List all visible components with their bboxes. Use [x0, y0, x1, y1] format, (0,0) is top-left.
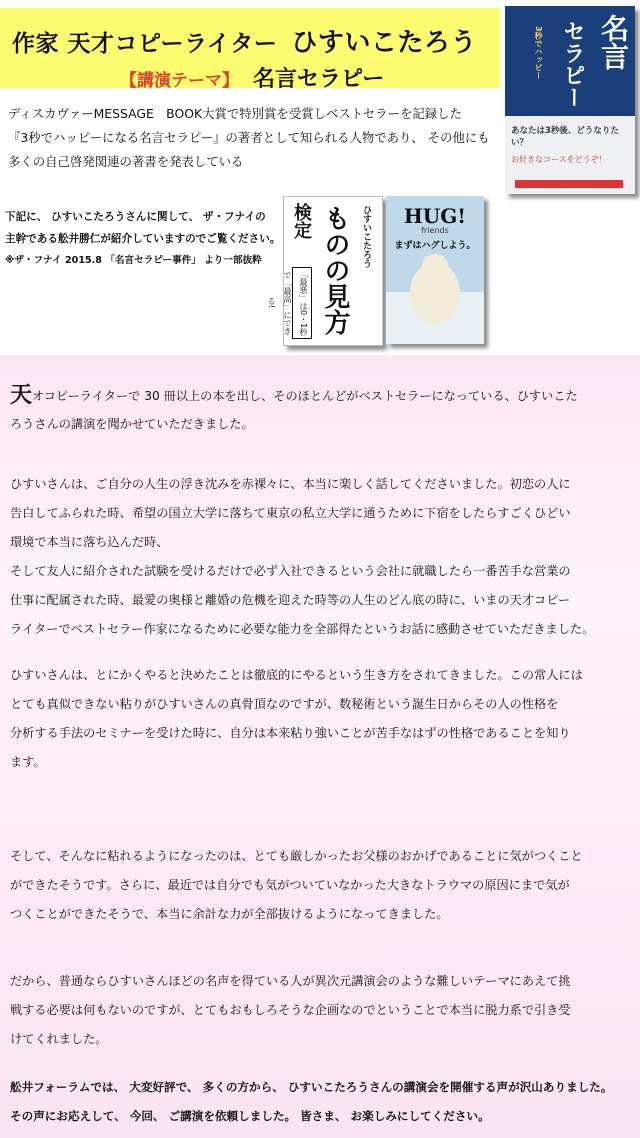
book-tagline: あなたは3秒後、どうなりたい？	[511, 126, 619, 148]
author-role: 作家 天才コピーライター	[12, 31, 278, 57]
paragraph-3	[10, 661, 632, 777]
lecture-report	[0, 355, 640, 1138]
book3-title: HUG!	[403, 204, 467, 228]
book-cover-meigen-therapy	[505, 6, 635, 194]
text-line: だから、普通ならひすいさんほどの名声を得ている人が異次元講演会のような難しいテーマにあえて挑	[10, 974, 571, 988]
book-title-b: セラピー	[560, 20, 585, 108]
note-line: 下記に、 ひすいこたろうさんに関して、 ザ・フナイの	[5, 211, 266, 223]
intro-line: 多くの自己啓発関連の著書を発表している	[8, 154, 244, 169]
text-line: つくことができたそうで、本当に余計な力が全部抜けるようになってきました。	[10, 907, 449, 921]
intro-line: 『3秒でハッピーになる名言セラピー』の著者として知られる人物であり、 その他にも	[8, 130, 490, 145]
book2-title-main: ものの見方	[320, 205, 350, 335]
text-line: そして友人に紹介された試験を受けるだけで必ず入社できるという会社に就職したら一番苦手な営業の	[10, 564, 571, 578]
drop-cap: 天	[10, 383, 33, 408]
book2-box: 「最悪」は0・1秒で「最高」にできる!	[292, 267, 312, 339]
text-line: とても真似できない粘りがひすいさんの真骨頂なのですが、数秘術という誕生日からその人の性格を	[10, 697, 559, 711]
text-line: その声にお応えして、 今回、 ご講演を依頼しました。 皆さま、 お楽しみにしてください。	[10, 1109, 490, 1123]
text-line: 天オコピーライターで 30 冊以上の本を出し、そのほとんどがベストセラーになっている、ひすいこた	[10, 383, 578, 408]
header-section	[0, 0, 640, 355]
text-line: ライターでベストセラー作家になるために必要な能力を全部得たというお話に感動させていただきました。	[10, 622, 595, 636]
text-line: けてくれました。	[10, 1032, 108, 1046]
paragraph-1	[10, 381, 632, 439]
text-line: 環境で本当に落ち込んだ時、	[10, 535, 169, 549]
author-name: ひすいこたろう	[291, 28, 477, 58]
text-line: 告白してふられた時、希望の国立大学に落ちて東京の私立大学に通うために下宿をしたらすごくひどい	[10, 506, 571, 520]
text-line: そして、そんなに粘れるようになったのは、とても厳しかったお父様のおかげであることに気がつくこと	[10, 849, 583, 863]
intro-line: ディスカヴァーMESSAGE BOOK大賞で特別賞を受賞しベストセラーを記録した	[8, 106, 462, 121]
text-line: 分析する手法のセミナーを受けた時に、自分は本来粘り強いことが苦手なはずの性格であることを知り	[10, 726, 571, 740]
text-line: 舩井フォーラムでは、 大変好評で、 多くの方から、 ひすいこたろうさんの講演会を開催する声が沢山ありました。	[10, 1080, 613, 1094]
text-line: ひすいさんは、とにかくやると決めたことは徹底的にやるという生き方をされてきました。この常人には	[10, 668, 583, 682]
book-band	[515, 180, 623, 188]
text-line: 仕事に配属された時、最愛の奥様と離婚の危機を迎えた時等の人生のどん底の時に、いまの天才コピー	[10, 593, 571, 607]
text-line: ひすいさんは、ご自分の人生の浮き沈みを赤裸々に、本当に楽しく話してくださいました。初恋の人に	[10, 477, 571, 491]
book2-title-side: 検定	[291, 203, 312, 239]
text-line: ます。	[10, 755, 46, 769]
book-subtitle: 3秒でハッピー	[534, 26, 543, 80]
intro-text	[8, 102, 502, 174]
paragraph-4	[10, 842, 632, 929]
book3-sub: friends	[421, 226, 449, 235]
book-title-a: 名言	[597, 14, 630, 70]
theme-topic: 名言セラピー	[253, 67, 385, 92]
text-line: ろうさんの講演を聞かせていただきました。	[10, 417, 254, 431]
book3-tagline: まずはハグしよう。	[394, 241, 476, 251]
book-cover-mononomikata	[267, 196, 383, 346]
theme-tag: 【講演テーマ】	[120, 71, 239, 91]
book-cover-bottom	[511, 124, 629, 165]
introduction-note	[5, 206, 283, 272]
title-banner	[0, 8, 500, 92]
note-source: ※ザ・フナイ 2015.8 「名言セラピー事件」 より一部抜粋	[5, 255, 262, 266]
book-cover-hug-friends	[386, 196, 484, 344]
book-course: お好きなコースをどうぞ！	[511, 155, 607, 164]
note-line: 主幹である舩井勝仁が紹介していますのでご覧ください。	[5, 233, 281, 245]
paragraph-5	[10, 967, 632, 1054]
paragraph-6	[10, 1073, 632, 1131]
paragraph-2	[10, 470, 632, 644]
text-line: ができたそうです。さらに、最近では自分でも気がついていなかった大きなトラウマの原因にまで気が	[10, 878, 570, 892]
lecture-theme	[120, 62, 384, 93]
polar-bear-head	[422, 254, 448, 276]
book2-author: ひすいこたろう	[361, 205, 371, 268]
page-title	[12, 22, 477, 59]
text-line: 戦する必要は何もないのですが、とてもおもしろそうな企画なのでということで本当に脱力系で引き受	[10, 1003, 571, 1017]
